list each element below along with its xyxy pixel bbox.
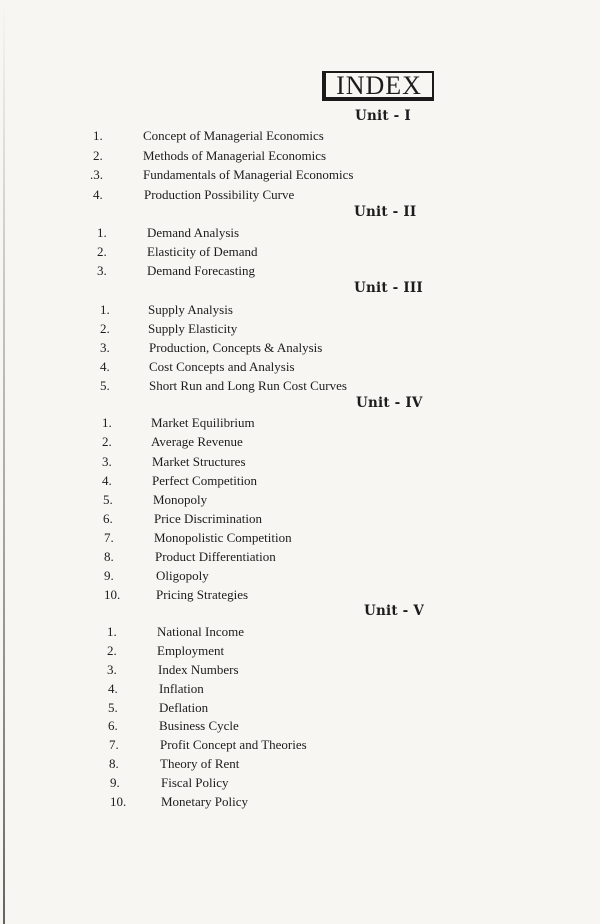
item-number: 5. xyxy=(103,492,113,507)
item-number: 7. xyxy=(104,530,114,545)
item-title: Deflation xyxy=(159,700,209,715)
item-title: Average Revenue xyxy=(151,434,243,449)
item-title: Demand Forecasting xyxy=(147,263,255,278)
item-number: 10. xyxy=(110,794,127,809)
item-title: Concept of Managerial Economics xyxy=(143,128,324,143)
item-title: Employment xyxy=(157,643,225,658)
item-title: Methods of Managerial Economics xyxy=(143,148,327,163)
item-number: 2. xyxy=(102,434,112,449)
item-title: Market Equilibrium xyxy=(151,415,255,430)
item-title: Oligopoly xyxy=(156,568,209,583)
index-title: INDEX xyxy=(322,71,434,101)
item-title: Monetary Policy xyxy=(161,794,249,809)
item-number: 2. xyxy=(93,148,103,163)
item-title: Demand Analysis xyxy=(147,225,240,240)
item-title: Market Structures xyxy=(152,454,246,469)
item-number: 4. xyxy=(100,359,110,374)
item-title: Perfect Competition xyxy=(152,473,258,488)
item-number: 3. xyxy=(107,662,117,677)
item-title: Cost Concepts and Analysis xyxy=(149,359,295,374)
item-number: 5. xyxy=(100,378,110,393)
item-number: 2. xyxy=(107,643,117,658)
item-title: Price Discrimination xyxy=(154,511,262,526)
item-title: Supply Analysis xyxy=(148,302,233,317)
item-title: Index Numbers xyxy=(158,662,239,677)
item-number: 8. xyxy=(104,549,114,564)
item-number: 4. xyxy=(108,681,118,696)
item-number: 3. xyxy=(97,263,107,278)
item-number: 9. xyxy=(110,775,120,790)
item-title: Inflation xyxy=(159,681,204,696)
item-number: 10. xyxy=(104,587,121,602)
item-number: 4. xyxy=(93,187,103,202)
item-number: 2. xyxy=(97,244,107,259)
item-title: Fiscal Policy xyxy=(161,775,229,790)
item-number: 3. xyxy=(102,454,112,469)
item-number: 1. xyxy=(107,624,117,639)
item-title: Theory of Rent xyxy=(160,756,240,771)
item-title: National Income xyxy=(157,624,244,639)
item-number: 4. xyxy=(102,473,112,488)
item-title: Production, Concepts & Analysis xyxy=(149,340,323,355)
item-number: 8. xyxy=(109,756,119,771)
item-title: Product Differentiation xyxy=(155,549,276,564)
unit-heading: Unit - II xyxy=(354,204,417,220)
item-title: Monopolistic Competition xyxy=(154,530,292,545)
page-edge-shadow xyxy=(3,0,5,924)
item-title: Business Cycle xyxy=(159,718,239,733)
item-number: 1. xyxy=(102,415,112,430)
item-number: 5. xyxy=(108,700,118,715)
unit-heading: Unit - V xyxy=(364,603,425,619)
item-title: Profit Concept and Theories xyxy=(160,737,307,752)
item-number: 1. xyxy=(97,225,107,240)
item-number: 1. xyxy=(93,128,103,143)
unit-heading: Unit - I xyxy=(355,108,411,124)
item-number: 1. xyxy=(100,302,110,317)
item-number: 6. xyxy=(108,718,118,733)
unit-heading: Unit - IV xyxy=(356,395,423,411)
item-title: Elasticity of Demand xyxy=(147,244,258,259)
item-title: Production Possibility Curve xyxy=(144,187,295,202)
item-number: 3. xyxy=(100,340,110,355)
item-number: 7. xyxy=(109,737,119,752)
item-number: .3. xyxy=(90,167,103,182)
unit-heading: Unit - III xyxy=(354,280,423,296)
item-title: Fundamentals of Managerial Economics xyxy=(143,167,354,182)
item-title: Short Run and Long Run Cost Curves xyxy=(149,378,347,393)
item-title: Monopoly xyxy=(153,492,208,507)
item-title: Pricing Strategies xyxy=(156,587,249,602)
item-title: Supply Elasticity xyxy=(148,321,238,336)
item-number: 6. xyxy=(103,511,113,526)
item-number: 2. xyxy=(100,321,110,336)
item-number: 9. xyxy=(104,568,114,583)
